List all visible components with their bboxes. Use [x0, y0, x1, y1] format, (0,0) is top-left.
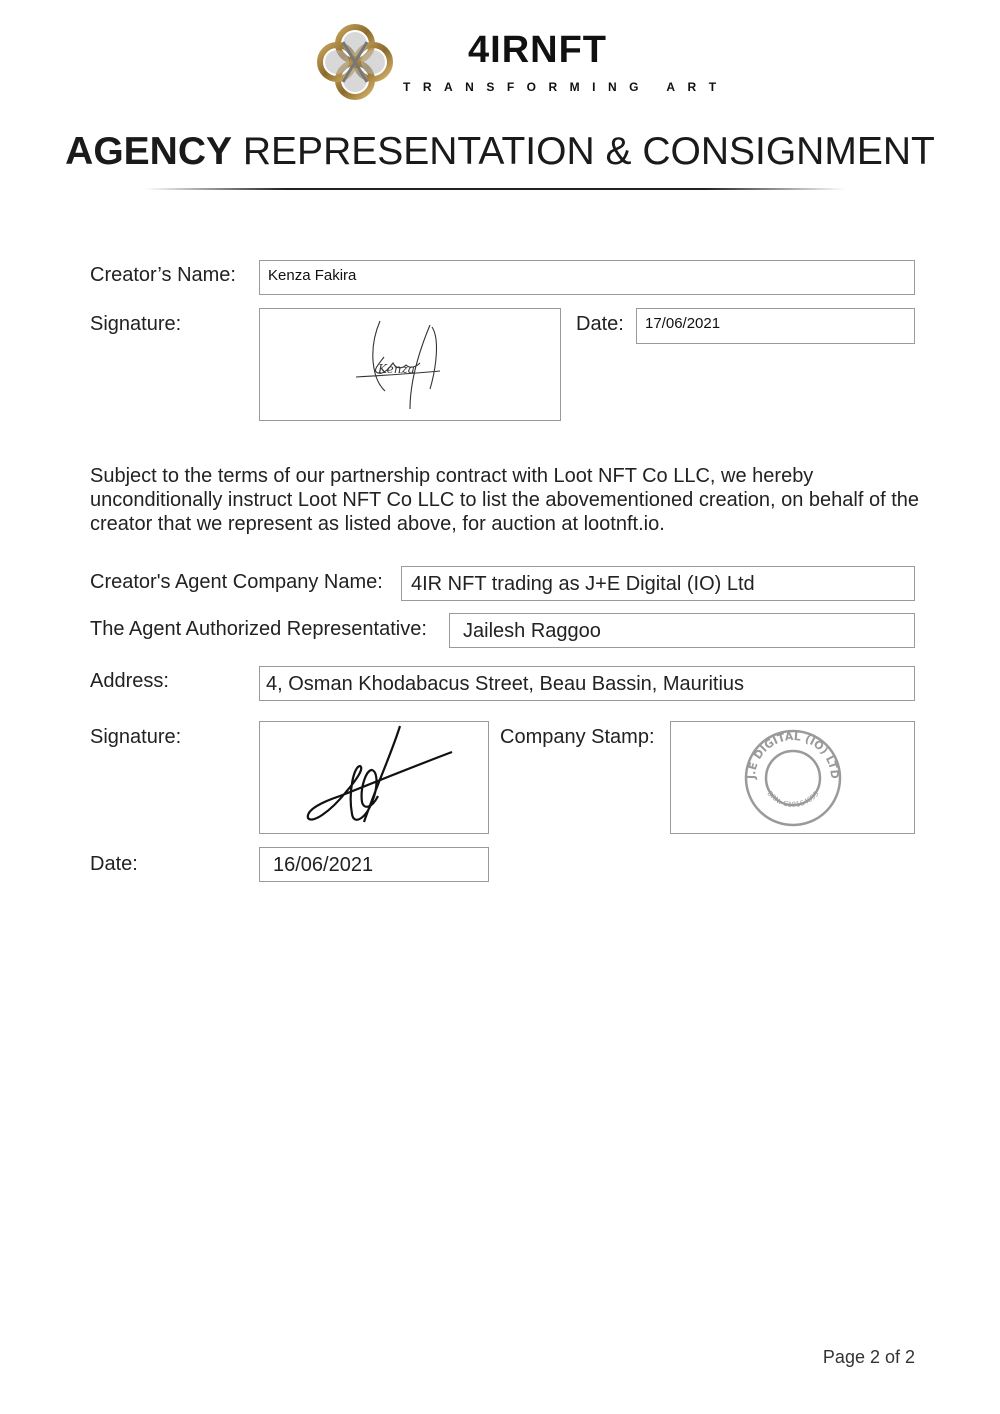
stamp-text-top: J.E DIGITAL (IO) LTD — [744, 729, 842, 780]
agent-signature-label: Signature: — [90, 726, 182, 748]
creator-name-field[interactable]: Kenza Fakira — [259, 260, 915, 295]
agent-address-field[interactable]: 4, Osman Khodabacus Street, Beau Bassin, Mauritius — [259, 666, 915, 701]
svg-text:BRN: C19164693 — [765, 790, 820, 809]
agent-signature-box[interactable] — [259, 721, 489, 834]
agent-address-label: Address: — [90, 670, 169, 692]
creator-signature-drawing — [260, 309, 560, 420]
title-divider — [145, 188, 845, 190]
agent-date-field[interactable]: 16/06/2021 — [259, 847, 489, 882]
company-stamp-label: Company Stamp: — [500, 726, 655, 748]
svg-text:J.E DIGITAL (IO) LTD — [745, 730, 841, 780]
brand-tagline: TRANSFORMING ART — [403, 80, 729, 94]
creator-signature-label: Signature: — [90, 313, 182, 335]
document-title — [0, 128, 1000, 176]
creator-signature-box[interactable] — [259, 308, 561, 421]
document-title-bold: AGENCY — [65, 130, 233, 173]
agent-signature-drawing — [260, 722, 488, 833]
creator-signature-text: Kenza — [378, 362, 415, 376]
brand-logo-icon — [315, 22, 395, 102]
page-number: Page 2 of 2 — [822, 1347, 915, 1367]
agent-company-label: Creator's Agent Company Name: — [90, 571, 383, 593]
creator-date-label: Date: — [576, 313, 624, 335]
instruction-paragraph: Subject to the terms of our partnership contract with Loot NFT Co LLC, we hereby unconditionally instruct Loot NFT Co LLC to list the abovementioned creation, on behalf of the creator that we represent as listed above, for auction at lootnft.io. — [90, 465, 920, 535]
company-stamp-box — [670, 721, 915, 834]
stamp-text-bottom: BRN: C19164693 — [765, 789, 821, 809]
agent-company-field[interactable]: 4IR NFT trading as J+E Digital (IO) Ltd — [401, 566, 915, 601]
agent-date-label: Date: — [90, 853, 138, 875]
company-stamp-seal — [671, 722, 914, 833]
creator-name-label: Creator’s Name: — [90, 264, 236, 286]
agent-representative-label: The Agent Authorized Representative: — [90, 618, 427, 640]
creator-date-field[interactable]: 17/06/2021 — [636, 308, 915, 344]
agent-representative-field[interactable]: Jailesh Raggoo — [449, 613, 915, 648]
brand-name: 4IRNFT — [468, 29, 607, 71]
document-title-rest: REPRESENTATION & CONSIGNMENT — [242, 130, 935, 173]
